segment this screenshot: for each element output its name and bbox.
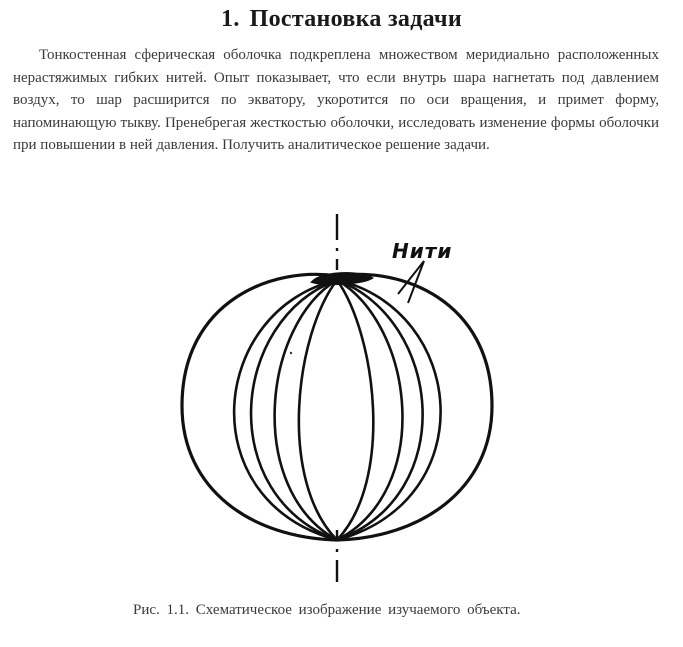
meridian-left-4 bbox=[299, 280, 337, 540]
meridian-threads bbox=[234, 280, 440, 540]
section-number: 1. bbox=[221, 6, 240, 32]
section-title-text: Постановка задачи bbox=[249, 6, 462, 32]
figure-caption: Рис. 1.1. Схематическое изображение изучаемого объекта. bbox=[133, 602, 521, 618]
shell-outline bbox=[182, 274, 492, 540]
problem-statement-paragraph: Тонкостенная сферическая оболочка подкреплена множеством меридиально расположенных нерастяжимых гибких нитей. Опыт показывает, что если внутрь шара нагнетать под давлением воздух, то шар расширится по экватору, укоротится по оси вращения, и примет форму, напоминающую тыкву. Пренебрегая жесткостью оболочки, исследовать изменение формы оболочки при повышении в ней давления. Получить аналитическое решение задачи. bbox=[13, 47, 659, 153]
meridian-left-1 bbox=[234, 280, 337, 540]
speck bbox=[290, 352, 292, 354]
pumpkin-shell-diagram bbox=[170, 210, 510, 588]
threads-label: Нити bbox=[392, 239, 453, 263]
meridian-right-4 bbox=[337, 280, 373, 540]
section-title bbox=[0, 6, 683, 33]
figure-pumpkin-shell bbox=[170, 210, 510, 588]
meridian-left-2 bbox=[251, 280, 337, 540]
